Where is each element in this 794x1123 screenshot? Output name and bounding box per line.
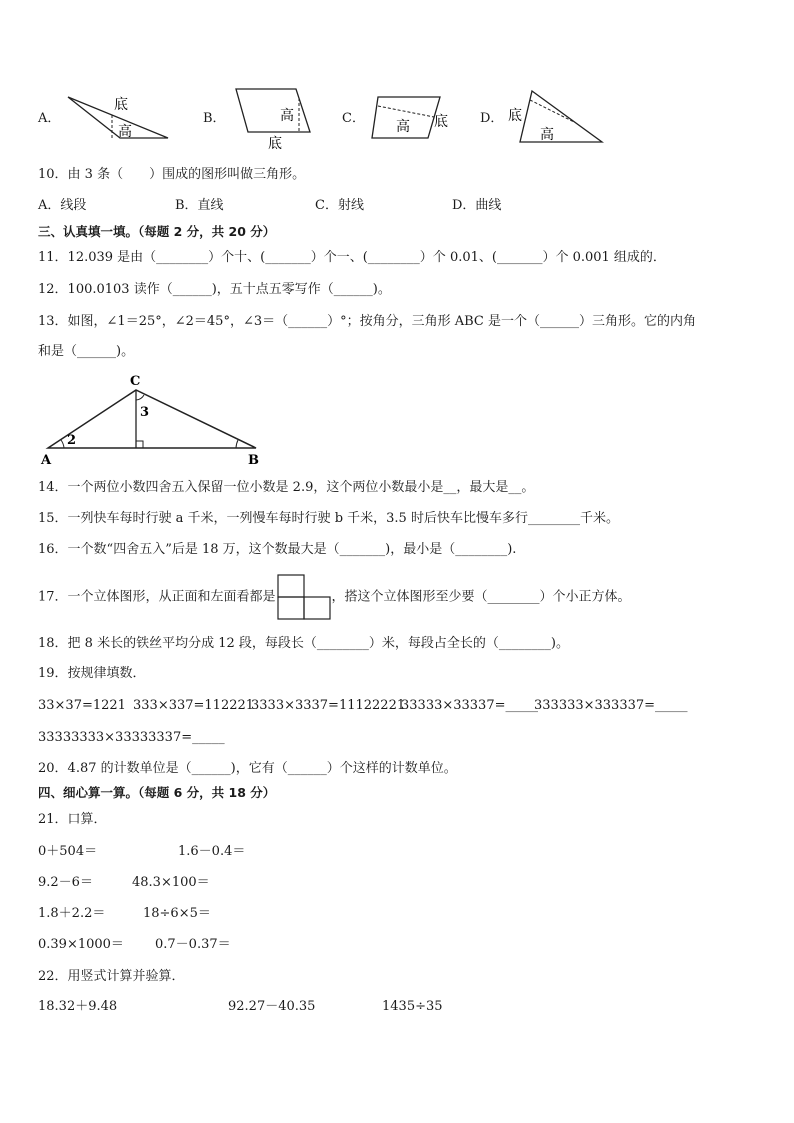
q21-r3-c2: 18÷6×5＝ bbox=[143, 906, 211, 921]
section-4-heading: 四、细心算一算。（每题 6 分，共 18 分） bbox=[38, 785, 276, 800]
q10-option-d: D．曲线 bbox=[452, 198, 502, 213]
q9-option-c-figure bbox=[366, 92, 456, 144]
q17-view-figure bbox=[276, 573, 332, 621]
q21-r4-c2: 0.7－0.37＝ bbox=[155, 937, 231, 952]
q21-r4-c1: 0.39×1000＝ bbox=[38, 937, 124, 952]
q21-r2-c2: 48.3×100＝ bbox=[132, 875, 210, 890]
vertex-b-label: B bbox=[248, 453, 259, 468]
q22-title: 22．用竖式计算并验算． bbox=[38, 969, 185, 984]
q9-d-gao-label: 高 bbox=[540, 127, 554, 143]
section-3-heading: 三、认真填一填。（每题 2 分，共 20 分） bbox=[38, 224, 276, 239]
q19-item-5: 333333×333337=_____ bbox=[534, 698, 688, 713]
q9-option-c-letter: C． bbox=[342, 111, 365, 126]
q9-a-gao-label: 高 bbox=[118, 124, 132, 140]
q13-triangle-figure bbox=[38, 372, 268, 468]
q9-option-d-figure bbox=[504, 82, 608, 148]
q13-line1: 13．如图，∠1＝25°，∠2＝45°，∠3＝（______）°；按角分，三角形 ABC 是一个（______）三角形。它的内角 bbox=[38, 314, 697, 329]
q21-r2-c1: 9.2－6＝ bbox=[38, 875, 93, 890]
q17 bbox=[38, 573, 631, 621]
q10-option-b: B．直线 bbox=[175, 198, 224, 213]
q17-after: ，搭这个立体图形至少要（________）个小正方体。 bbox=[331, 589, 631, 605]
q14: 14．一个两位小数四舍五入保留一位小数是 2.9，这个两位小数最小是__，最大是__。 bbox=[38, 480, 535, 495]
q21-r3-c1: 1.8＋2.2＝ bbox=[38, 906, 106, 921]
q19-last: 33333333×33333337=_____ bbox=[38, 730, 225, 745]
q21-r1-c1: 0＋504＝ bbox=[38, 844, 98, 859]
q9-option-a-figure bbox=[62, 92, 174, 144]
vertex-c-label: C bbox=[130, 374, 141, 389]
angle-2-label: 2 bbox=[67, 433, 77, 448]
q9-b-gao-label: 高 bbox=[280, 108, 294, 124]
q19-item-1: 33×37=1221 bbox=[38, 698, 126, 713]
q16: 16．一个数“四舍五入”后是 18 万，这个数最大是（_______)，最小是（________). bbox=[38, 542, 517, 557]
q19-item-4: 33333×33337=_____ bbox=[401, 698, 538, 713]
q10-option-c: C．射线 bbox=[315, 198, 364, 213]
q9-a-di-label: 底 bbox=[114, 97, 128, 113]
q19-title: 19．按规律填数． bbox=[38, 666, 146, 681]
q13-line2: 和是（______)。 bbox=[38, 344, 135, 359]
q9-option-b-letter: B． bbox=[203, 111, 226, 126]
q9-option-b-figure bbox=[230, 84, 316, 154]
q10-option-a: A．线段 bbox=[38, 198, 87, 213]
q19-item-3: 3333×3337=11122221 bbox=[251, 698, 406, 713]
q22-item-2: 92.27－40.35 bbox=[228, 999, 316, 1014]
q9-d-di-label: 底 bbox=[508, 108, 522, 124]
q9-option-a-letter: A． bbox=[38, 111, 61, 126]
q9-c-gao-label: 高 bbox=[396, 119, 410, 135]
q12: 12．100.0103 读作（______)，五十点五零写作（______)。 bbox=[38, 282, 391, 297]
q10-stem: 10．由 3 条（ ）围成的图形叫做三角形。 bbox=[38, 167, 306, 182]
q19-item-2: 333×337=112221 bbox=[133, 698, 255, 713]
q18: 18．把 8 米长的铁丝平均分成 12 段，每段长（________）米，每段占全长的（________)。 bbox=[38, 636, 569, 651]
vertex-a-label: A bbox=[41, 453, 52, 468]
q11: 11．12.039 是由（________）个十、(_______）个一、(________）个 0.01、(_______）个 0.001 组成的． bbox=[38, 250, 666, 265]
q9-c-di-label: 底 bbox=[434, 114, 448, 130]
q20: 20．4.87 的计数单位是（______)，它有（______）个这样的计数单位。 bbox=[38, 761, 457, 776]
q9-b-di-label: 底 bbox=[268, 136, 282, 152]
q21-r1-c2: 1.6－0.4＝ bbox=[178, 844, 246, 859]
q17-before: 17．一个立体图形，从正面和左面看都是 bbox=[38, 589, 276, 605]
angle-3-label: 3 bbox=[140, 405, 150, 420]
q21-title: 21．口算． bbox=[38, 812, 107, 827]
q22-item-1: 18.32＋9.48 bbox=[38, 999, 118, 1014]
q9-option-d-letter: D． bbox=[480, 111, 504, 126]
q15: 15．一列快车每时行驶 a 千米，一列慢车每时行驶 b 千米，3.5 时后快车比慢车多行________千米。 bbox=[38, 511, 619, 526]
q22-item-3: 1435÷35 bbox=[382, 999, 443, 1014]
